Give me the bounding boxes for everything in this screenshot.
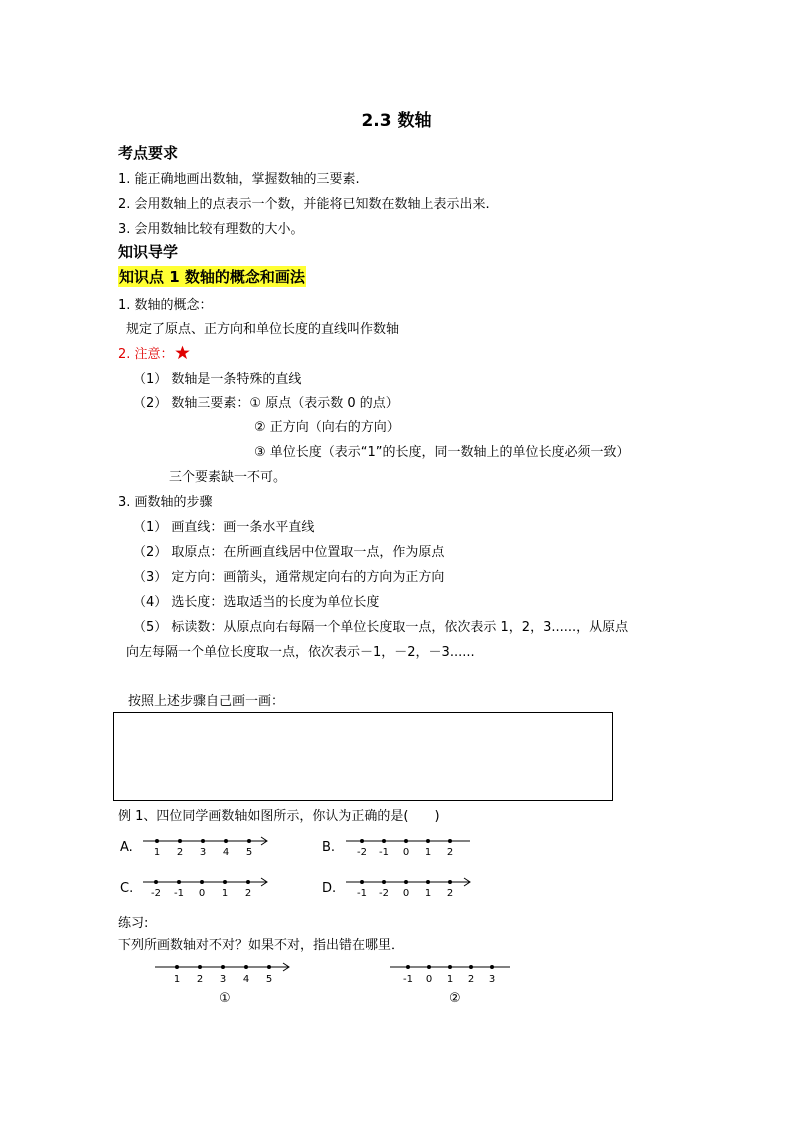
tick-label: 1: [153, 847, 161, 858]
tick-point: [382, 880, 386, 884]
tick-point: [221, 965, 225, 969]
practice-number-line-2: [390, 958, 515, 988]
tick-label: 2: [446, 847, 454, 858]
tick-label: 2: [244, 888, 252, 899]
tick-label: -2: [357, 847, 367, 858]
tick-label: 0: [402, 888, 410, 899]
number-line-b: [343, 832, 478, 862]
tick-label: 3: [199, 847, 207, 858]
steps-label: 3. 画数轴的步骤: [118, 495, 213, 510]
tick-point: [404, 839, 408, 843]
tick-point: [198, 965, 202, 969]
practice-number-line-1: [155, 958, 295, 988]
option-a-letter[interactable]: A.: [120, 840, 133, 855]
tick-label: -1: [357, 888, 367, 899]
point1-heading: 知识点 1 数轴的概念和画法: [119, 268, 305, 286]
note-subitem: ③ 单位长度（表示“1”的长度，同一数轴上的单位长度必须一致）: [254, 445, 630, 460]
tick-point: [224, 839, 228, 843]
option-c-letter[interactable]: C.: [120, 881, 134, 896]
practice-caption-2: ②: [449, 991, 461, 1006]
tick-point: [406, 965, 410, 969]
note-subitem: ② 正方向（向右的方向）: [254, 420, 400, 435]
tick-label: -2: [379, 888, 389, 899]
step-item: （2） 取原点：在所画直线居中位置取一点，作为原点: [133, 545, 445, 560]
tick-label: 1: [446, 974, 454, 985]
number-line-a: [140, 832, 275, 862]
concept-label: 1. 数轴的概念：: [118, 298, 213, 313]
tick-point: [448, 965, 452, 969]
tick-label: 1: [173, 974, 181, 985]
tick-point: [469, 965, 473, 969]
tick-point: [177, 880, 181, 884]
tick-point: [360, 839, 364, 843]
example1-question: 例 1、四位同学画数轴如图所示，你认为正确的是( ): [118, 809, 440, 824]
tick-point: [200, 880, 204, 884]
requirement-item: 3. 会用数轴比较有理数的大小。: [118, 222, 304, 237]
tick-point: [175, 965, 179, 969]
tick-point: [404, 880, 408, 884]
tick-point: [201, 839, 205, 843]
tick-point: [247, 839, 251, 843]
step-item: （5） 标读数：从原点向右每隔一个单位长度取一点，依次表示 1，2，3......，从原点: [133, 620, 629, 635]
tick-point: [155, 839, 159, 843]
tick-label: 2: [446, 888, 454, 899]
tick-point: [427, 965, 431, 969]
requirement-item: 2. 会用数轴上的点表示一个数，并能将已知数在数轴上表示出来.: [118, 197, 490, 212]
tick-point: [382, 839, 386, 843]
tick-label: 1: [221, 888, 229, 899]
tick-point: [360, 880, 364, 884]
tick-point: [154, 880, 158, 884]
tick-label: -2: [151, 888, 161, 899]
tick-label: 2: [176, 847, 184, 858]
tick-label: -1: [174, 888, 184, 899]
tick-point: [426, 880, 430, 884]
note-item: （1） 数轴是一条特殊的直线: [133, 372, 302, 387]
tick-label: 0: [402, 847, 410, 858]
tick-point: [223, 880, 227, 884]
tick-point: [448, 839, 452, 843]
tick-label: 5: [245, 847, 253, 858]
step-item: （4） 选长度：选取适当的长度为单位长度: [133, 595, 380, 610]
star-icon: [175, 345, 190, 364]
tick-point: [448, 880, 452, 884]
tick-label: 3: [488, 974, 496, 985]
tick-label: 0: [425, 974, 433, 985]
tick-point: [246, 880, 250, 884]
requirements-heading: 考点要求: [118, 144, 179, 162]
concept-text: 规定了原点、正方向和单位长度的直线叫作数轴: [126, 322, 400, 337]
tick-point: [244, 965, 248, 969]
draw-prompt: 按照上述步骤自己画一画：: [128, 694, 285, 709]
practice-caption-1: ①: [219, 991, 231, 1006]
tick-label: 1: [424, 847, 432, 858]
option-b-letter[interactable]: B.: [322, 840, 336, 855]
note-label-text: 2. 注意：: [118, 347, 174, 362]
note-item: （2） 数轴三要素：① 原点（表示数 0 的点）: [133, 396, 399, 411]
note-label: [118, 343, 190, 364]
tick-label: 2: [467, 974, 475, 985]
tick-label: 4: [222, 847, 230, 858]
number-line-d: [343, 873, 478, 903]
tick-point: [490, 965, 494, 969]
requirement-item: 1. 能正确地画出数轴，掌握数轴的三要素.: [118, 172, 360, 187]
tick-point: [426, 839, 430, 843]
practice-label: 练习:: [118, 916, 149, 931]
step-item: （1） 画直线：画一条水平直线: [133, 520, 315, 535]
tick-label: 2: [196, 974, 204, 985]
tick-label: 1: [424, 888, 432, 899]
guide-heading: 知识导学: [118, 243, 179, 261]
tick-label: 0: [198, 888, 206, 899]
step-continuation: 向左每隔一个单位长度取一点，依次表示－1，－2，－3......: [126, 645, 475, 660]
step-item: （3） 定方向：画箭头，通常规定向右的方向为正方向: [133, 570, 445, 585]
tick-label: 3: [219, 974, 227, 985]
tick-label: -1: [403, 974, 413, 985]
option-d-letter[interactable]: D.: [322, 881, 337, 896]
tick-point: [178, 839, 182, 843]
drawing-area[interactable]: [113, 712, 613, 801]
tick-label: -1: [379, 847, 389, 858]
tick-label: 4: [242, 974, 250, 985]
tick-label: 5: [265, 974, 273, 985]
tick-point: [267, 965, 271, 969]
note-tail: 三个要素缺一不可。: [169, 470, 287, 485]
number-line-c: [140, 873, 275, 903]
page-title: 2.3 数轴: [361, 111, 432, 131]
practice-question: 下列所画数轴对不对？如果不对，指出错在哪里．: [118, 938, 405, 953]
